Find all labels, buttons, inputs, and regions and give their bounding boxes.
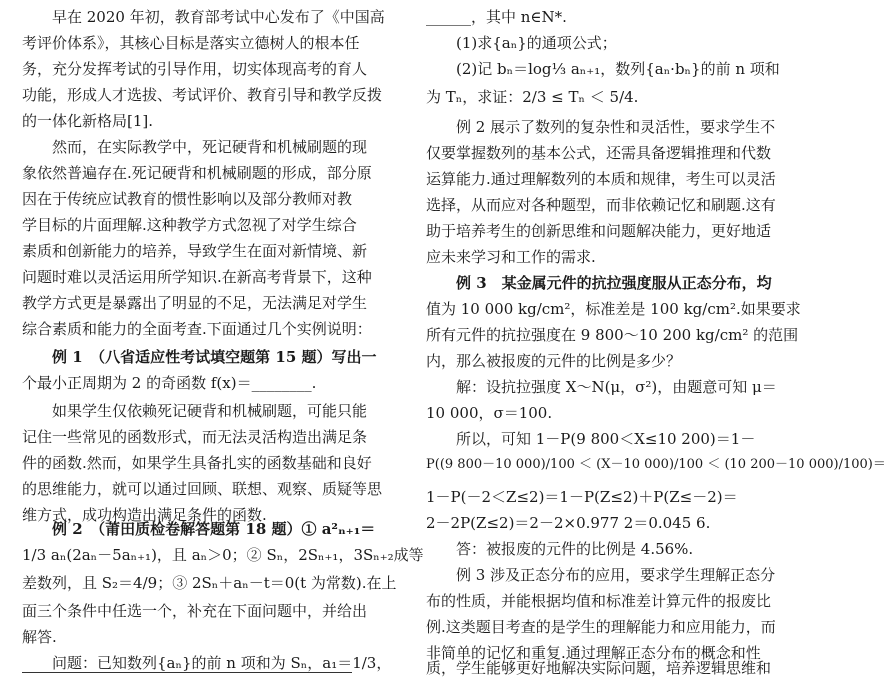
paragraph-line: 功能，形成人才选拔、考试评价、教育引导和教学反拨 bbox=[22, 86, 383, 104]
paragraph-line: 早在 2020 年初，教育部考试中心发布了《中国高 bbox=[52, 8, 385, 26]
paragraph-line: 面三个条件中任选一个，补充在下面问题中，并给出 bbox=[22, 602, 368, 620]
solution-line: 解：设抗拉强度 X～N(μ，σ²)，由题意可知 μ＝ bbox=[456, 378, 777, 396]
paragraph-line: (2)记 bₙ＝log⅓ aₙ₊₁，数列{aₙ·bₙ}的前 n 项和 bbox=[456, 60, 780, 78]
paragraph-line: (1)求{aₙ}的通项公式； bbox=[456, 34, 617, 52]
paragraph-line: 运算能力.通过理解数列的本质和规律，考生可以灵活 bbox=[426, 170, 776, 188]
paragraph-line: 1－P(－2＜Z≤2)＝1－P(Z≤2)＋P(Z≤－2)＝ bbox=[426, 488, 738, 506]
paragraph-line: 所以，可知 1－P(9 800＜X≤10 200)＝1－ bbox=[456, 430, 756, 448]
paragraph-line: ______，其中 n∈N*. bbox=[426, 8, 567, 26]
example-3-heading: 例 3 某金属元件的抗拉强度服从正态分布，均 bbox=[456, 274, 772, 292]
paragraph-line: 例 3 涉及正态分布的应用，要求学生理解正态分 bbox=[456, 566, 776, 584]
paragraph-line: 教学方式更是暴露出了明显的不足，无法满足对学生 bbox=[22, 294, 368, 312]
paragraph-line: 务，充分发挥考试的引导作用，切实体现高考的育人 bbox=[22, 60, 368, 78]
paragraph-line: 选择，从而应对各种题型，而非依赖记忆和刷题.这有 bbox=[426, 196, 776, 214]
paragraph-line: 因在于传统应试教育的惯性影响以及部分教师对教 bbox=[22, 190, 353, 208]
paragraph-line: 件的函数.然而，如果学生具备扎实的函数基础和良好 bbox=[22, 454, 372, 472]
paragraph-line: 助于培养考生的创新思维和问题解决能力，更好地适 bbox=[426, 222, 772, 240]
paragraph-line: 质，学生能够更好地解决实际问题，培养逻辑思维和 bbox=[426, 659, 772, 677]
paragraph-line: 内，那么被报废的元件的比例是多少？ bbox=[426, 352, 682, 370]
example-1-heading: 例 1 （八省适应性考试填空题第 15 题）写出一 bbox=[52, 348, 377, 366]
paragraph-line: 记住一些常见的函数形式，而无法灵活构造出满足条 bbox=[22, 428, 368, 446]
paragraph-line: 考评价体系》，其核心目标是落实立德树人的根本任 bbox=[22, 34, 360, 52]
fraction-formula-line: P((9 800－10 000)/100 ＜ (X－10 000)/100 ＜ (10 200－10 000)/100)＝ bbox=[426, 457, 886, 472]
paragraph-line: 问题：已知数列{aₙ}的前 n 项和为 Sₙ，a₁＝1/3， bbox=[52, 654, 392, 672]
paragraph-line: 象依然普遍存在.死记硬背和机械刷题的形成，部分原 bbox=[22, 164, 372, 182]
paragraph-line: 例.这类题目考查的是学生的理解能力和应用能力，而 bbox=[426, 618, 776, 636]
paragraph-line: 布的性质，并能根据均值和标准差计算元件的报废比 bbox=[426, 592, 772, 610]
paragraph-line: 问题时难以灵活运用所学知识.在新高考背景下，这种 bbox=[22, 268, 372, 286]
answer-line: 答：被报废的元件的比例是 4.56%. bbox=[456, 540, 694, 558]
paragraph-line: 如果学生仅依赖死记硬背和机械刷题，可能只能 bbox=[52, 402, 368, 420]
paragraph-line: 学目标的片面理解.这种教学方式忽视了对学生综合 bbox=[22, 216, 357, 234]
paragraph-line: 2－2P(Z≤2)＝2－2×0.977 2＝0.045 6. bbox=[426, 514, 711, 532]
paragraph-line: 仅要掌握数列的基本公式，还需具备逻辑推理和代数 bbox=[426, 144, 772, 162]
paragraph-line: 非简单的记忆和重复.通过理解正态分布的概念和性 bbox=[426, 644, 761, 662]
paragraph-line: 值为 10 000 kg/cm²，标准差是 100 kg/cm².如果要求 bbox=[426, 300, 801, 318]
paragraph-line: 差数列，且 S₂＝4/9；③ 2Sₙ＋aₙ－t＝0(t 为常数).在上 bbox=[22, 574, 397, 592]
paragraph-line: 的一体化新格局[1]. bbox=[22, 112, 154, 130]
example-2-heading: 例 2 （莆田质检卷解答题第 18 题）① a²ₙ₊₁＝ bbox=[52, 520, 376, 538]
paragraph-line: 的思维能力，就可以通过回顾、联想、观察、质疑等思 bbox=[22, 480, 383, 498]
paragraph-line: 素质和创新能力的培养，导致学生在面对新情境、新 bbox=[22, 242, 368, 260]
paragraph-line: 综合素质和能力的全面考查.下面通过几个实例说明： bbox=[22, 320, 372, 338]
paragraph-line: 10 000，σ＝100. bbox=[426, 404, 553, 422]
paragraph-line: 例 2 展示了数列的复杂性和灵活性，要求学生不 bbox=[456, 118, 776, 136]
paragraph-line: 应未来学习和工作的需求. bbox=[426, 248, 596, 266]
paragraph-line: 所有元件的抗拉强度在 9 800～10 200 kg/cm² 的范围 bbox=[426, 326, 799, 344]
paragraph-line: 1/3 aₙ(2aₙ－5aₙ₊₁)，且 aₙ＞0；② Sₙ，2Sₙ₊₁，3Sₙ₊₂成等 bbox=[22, 546, 424, 564]
footnote-rule bbox=[22, 672, 352, 673]
paragraph-line: 然而，在实际教学中，死记硬背和机械刷题的现 bbox=[52, 138, 368, 156]
paragraph-line: 解答. bbox=[22, 628, 57, 646]
paragraph-line: 维方式，成功构造出满足条件的函数. bbox=[22, 506, 267, 524]
paragraph-line: 个最小正周期为 2 的奇函数 f(x)＝________. bbox=[22, 374, 317, 392]
paragraph-line: 为 Tₙ，求证：2/3 ≤ Tₙ ＜ 5/4. bbox=[426, 88, 639, 106]
